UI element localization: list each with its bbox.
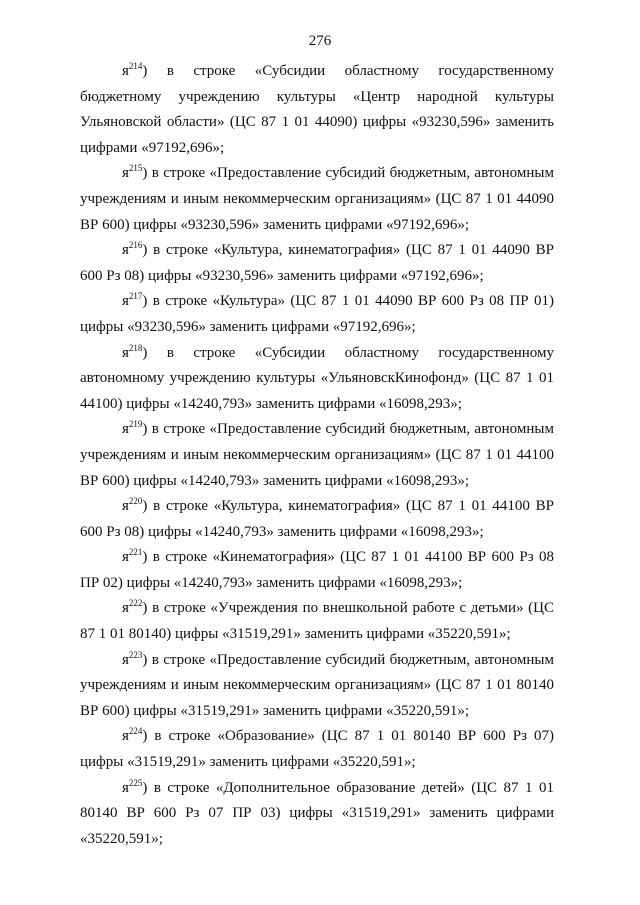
item-superscript: 221: [128, 547, 143, 558]
amendment-item: [80, 341, 554, 418]
item-superscript: 215: [128, 163, 143, 174]
item-text: ) в строке «Предоставление субсидий бюджетным, автономным учреждениям и иным некоммерческим организациям» (ЦС 87 1 01 80140 ВР 600) цифры «31519,291» заменить цифрами «35220,591»;: [80, 651, 554, 719]
item-text: ) в строке «Субсидии областному государственному бюджетному учреждению культуры «Центр народной культуры Ульяновской области» (ЦС 87 1 01 44090) цифры «93230,596» заменить цифрами «97192,696»;: [80, 63, 554, 156]
page-number: 276: [308, 33, 332, 49]
item-text: ) в строке «Учреждения по внешкольной работе с детьми» (ЦС 87 1 01 80140) цифры «31519,291» заменить цифрами «35220,591»;: [80, 600, 554, 643]
amendment-item: [80, 648, 554, 725]
amendment-item: [80, 596, 554, 647]
item-prefix: я: [122, 344, 129, 361]
amendment-item: [80, 494, 554, 545]
item-superscript: 222: [128, 598, 143, 609]
item-prefix: я: [122, 165, 129, 182]
document-body: [80, 59, 554, 852]
item-text: ) в строке «Предоставление субсидий бюджетным, автономным учреждениям и иным некоммерческим организациям» (ЦС 87 1 01 44100 ВР 600) цифры «14240,793» заменить цифрами «16098,293»;: [80, 421, 554, 489]
item-prefix: я: [122, 779, 129, 796]
amendment-item: [80, 776, 554, 853]
item-text: ) в строке «Дополнительное образование детей» (ЦС 87 1 01 80140 ВР 600 Рз 07 ПР 03) цифры «31519,291» заменить цифрами «35220,591»;: [80, 779, 554, 847]
amendment-item: [80, 545, 554, 596]
amendment-item: [80, 59, 554, 161]
amendment-item: [80, 289, 554, 340]
item-superscript: 220: [128, 496, 143, 507]
item-prefix: я: [122, 728, 129, 745]
amendment-item: [80, 417, 554, 494]
item-prefix: я: [122, 421, 129, 438]
item-superscript: 216: [128, 240, 143, 251]
item-superscript: 223: [128, 649, 143, 660]
item-prefix: я: [122, 63, 129, 79]
item-text: ) в строке «Культура, кинематография» (ЦС 87 1 01 44090 ВР 600 Рз 08) цифры «93230,596» заменить цифрами «97192,696»;: [80, 242, 554, 284]
item-superscript: 217: [128, 291, 143, 302]
item-text: ) в строке «Образование» (ЦС 87 1 01 80140 ВР 600 Рз 07) цифры «31519,291» заменить цифрами «35220,591»;: [80, 728, 554, 771]
item-superscript: 218: [128, 342, 143, 353]
item-prefix: я: [122, 600, 129, 617]
amendment-item: [80, 161, 554, 238]
amendment-item: [80, 724, 554, 775]
item-text: ) в строке «Культура» (ЦС 87 1 01 44090 ВР 600 Рз 08 ПР 01) цифры «93230,596» заменить цифрами «97192,696»;: [80, 293, 554, 335]
item-superscript: 219: [128, 419, 143, 430]
item-prefix: я: [122, 498, 129, 515]
item-text: ) в строке «Культура, кинематография» (ЦС 87 1 01 44100 ВР 600 Рз 08) цифры «14240,793» заменить цифрами «16098,293»;: [80, 498, 554, 540]
item-text: ) в строке «Предоставление субсидий бюджетным, автономным учреждениям и иным некоммерческим организациям» (ЦС 87 1 01 44090 ВР 600) цифры «93230,596» заменить цифрами «97192,696»;: [80, 165, 554, 233]
item-prefix: я: [122, 293, 129, 310]
item-text: ) в строке «Кинематография» (ЦС 87 1 01 44100 ВР 600 Рз 08 ПР 02) цифры «14240,793» заменить цифрами «16098,293»;: [80, 549, 554, 591]
item-text: ) в строке «Субсидии областному государственному автономному учреждению культуры «УльяновскКинофонд» (ЦС 87 1 01 44100) цифры «14240,793» заменить цифрами «16098,293»;: [80, 344, 554, 412]
item-prefix: я: [122, 549, 129, 566]
item-superscript: 224: [128, 726, 143, 737]
amendment-item: [80, 238, 554, 289]
item-superscript: 225: [128, 777, 143, 788]
item-prefix: я: [122, 651, 129, 668]
item-superscript: 214: [128, 61, 143, 71]
item-prefix: я: [122, 242, 129, 259]
